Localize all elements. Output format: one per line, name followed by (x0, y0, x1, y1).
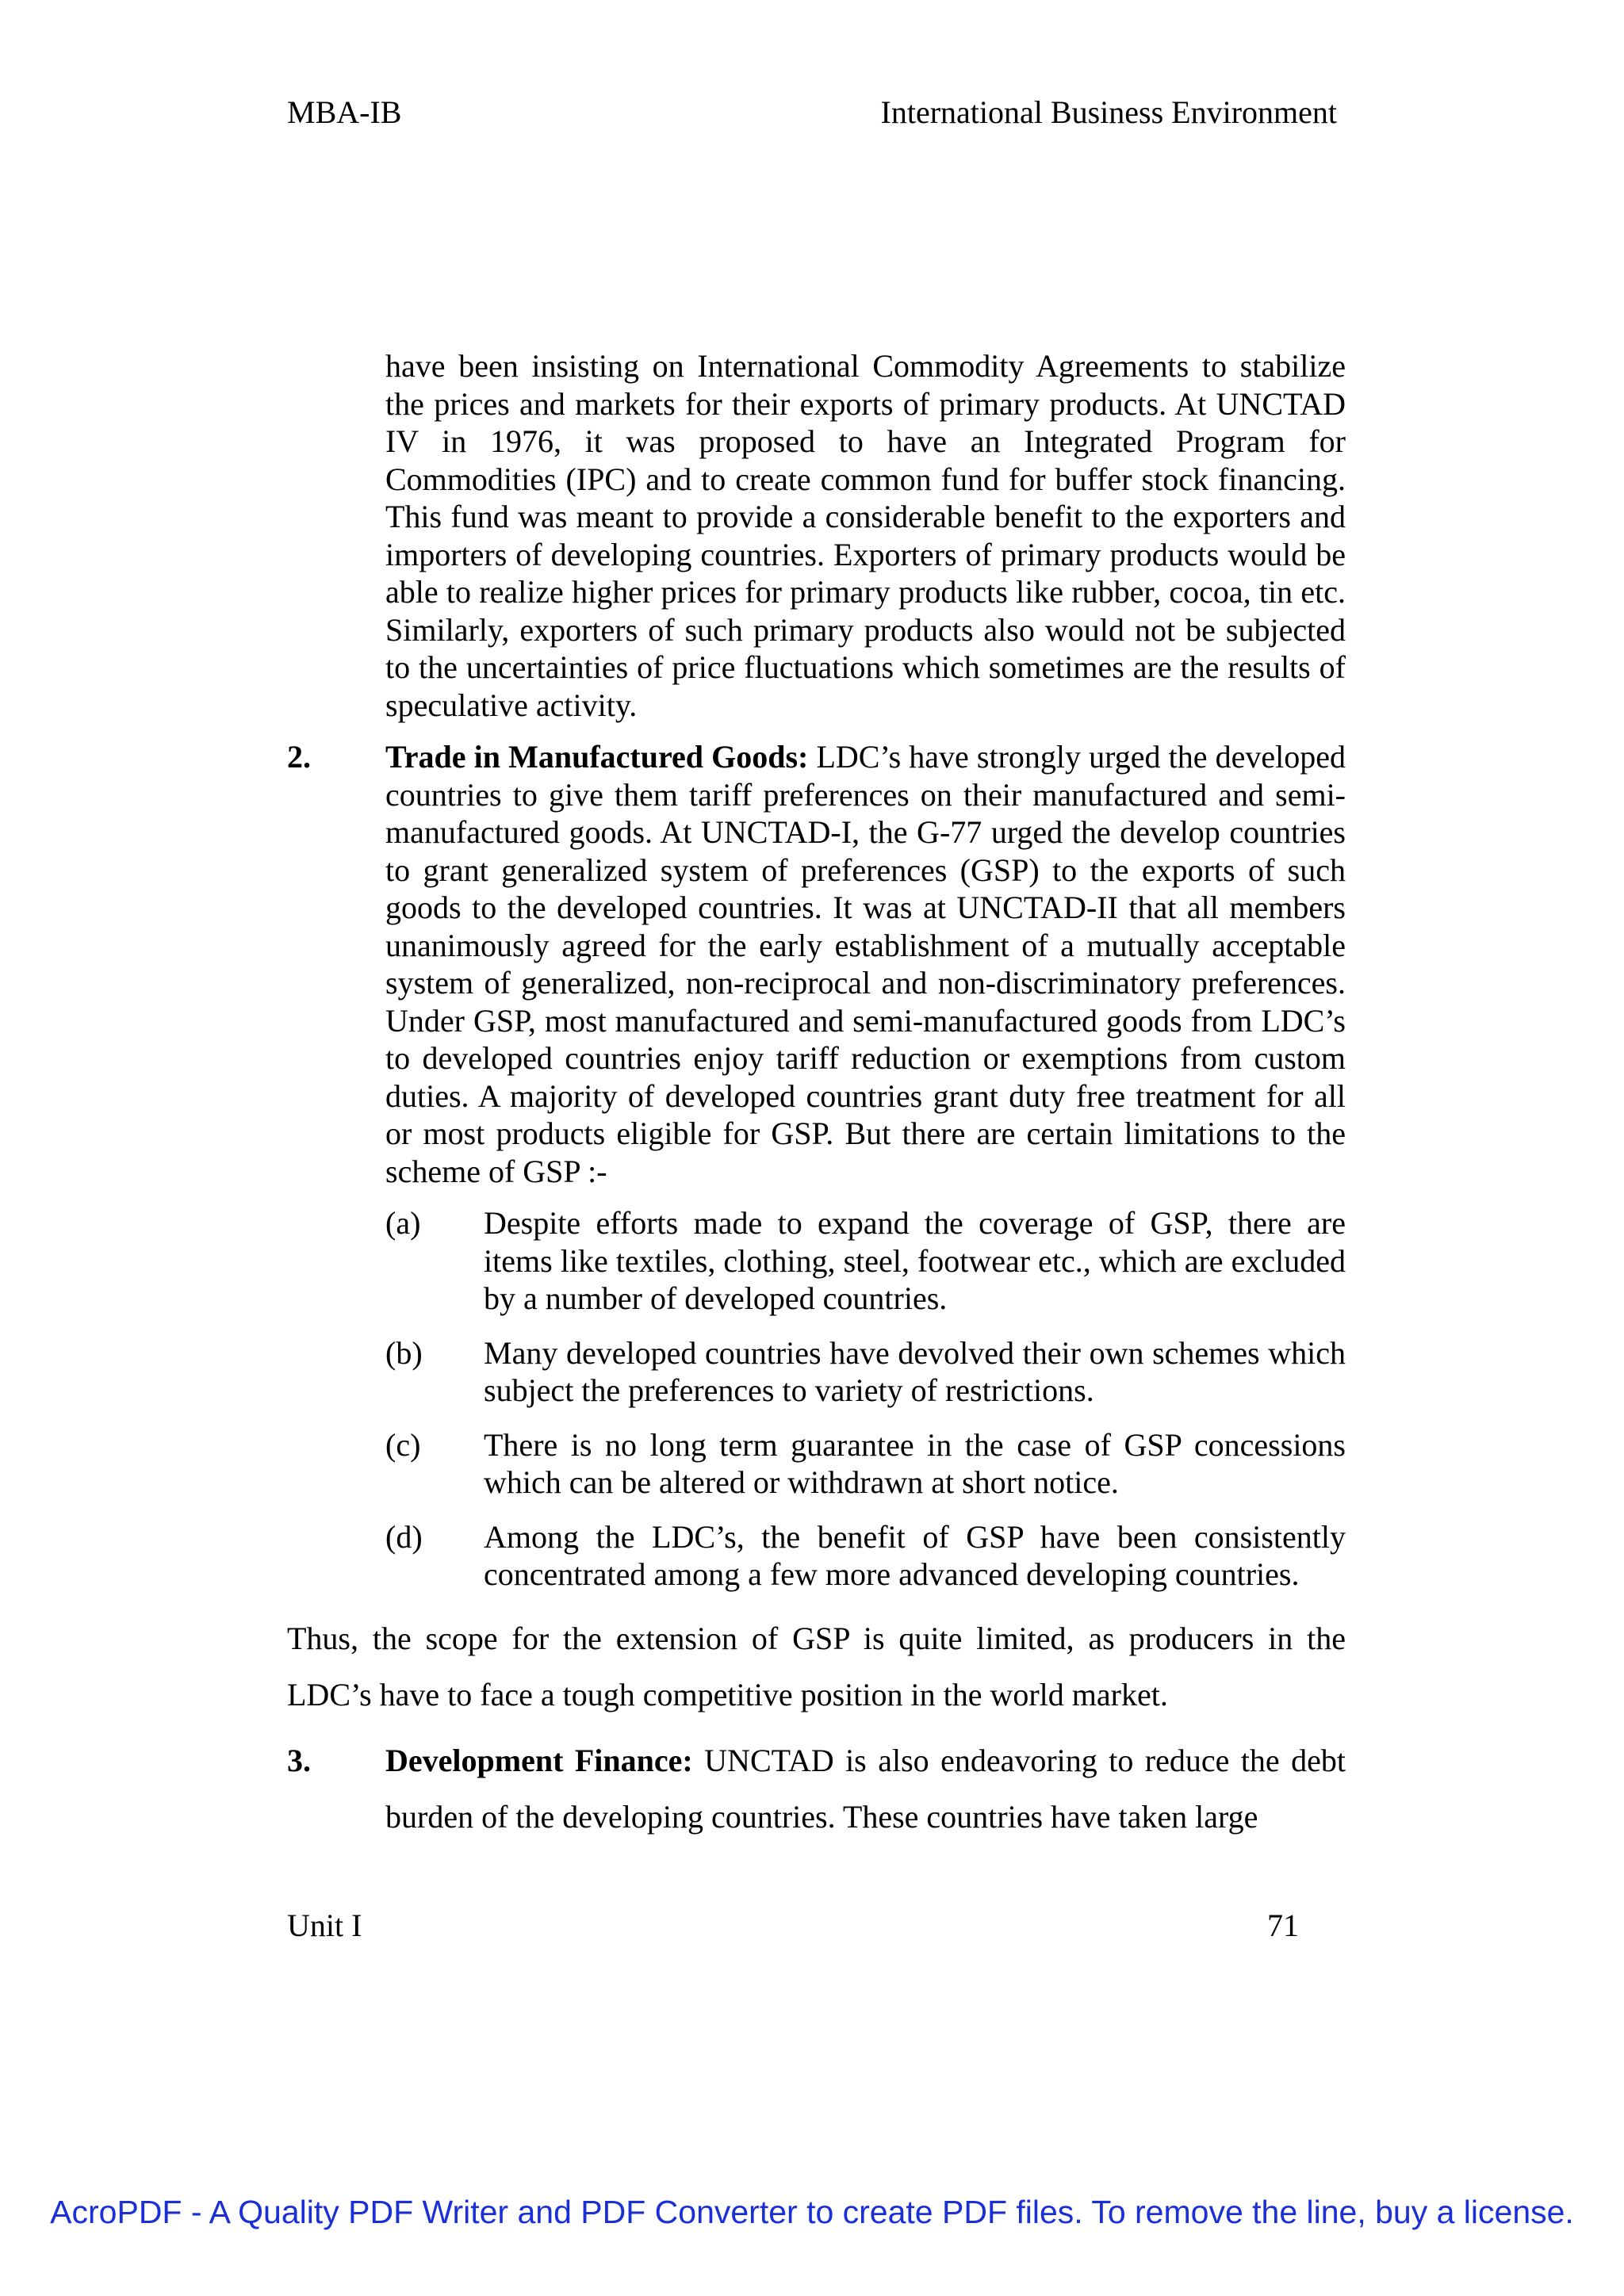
limitation-label: (d) (385, 1518, 423, 1555)
limitation-label: (a) (385, 1205, 421, 1241)
limitation-item (385, 1518, 1346, 1594)
item-number: 3. (287, 1742, 311, 1778)
intro-paragraph: have been insisting on International Commodity Agreements to stabilize the prices and markets for their exports of primary products. At UNCTAD IV in 1976, it was proposed to have an Integrated Program for Commodities (IPC) and to create common fund for buffer stock financing. This fund was meant to provide a considerable benefit to the exporters and importers of developing countries. Exporters of primary products would be able to realize higher prices for primary products like rubber, cocoa, tin etc. Similarly, exporters of such primary products also would not be subjected to the uncertainties of price fluctuations which sometimes are the results of speculative activity. (385, 348, 1346, 723)
limitation-text: Among the LDC’s, the benefit of GSP have been consistently concentrated among a few more advanced developing countries. (484, 1518, 1346, 1592)
header-course: MBA-IB (287, 94, 402, 130)
conclusion-paragraph: Thus, the scope for the extension of GSP is quite limited, as producers in the LDC’s have to face a tough competitive position in the world market. (287, 1620, 1346, 1712)
item-number: 2. (287, 739, 311, 775)
item-text: UNCTAD is also endeavoring to reduce the debt burden of the developing countries. These countries have taken large (385, 1742, 1346, 1835)
header-subject: International Business Environment (880, 94, 1337, 130)
item-body (385, 1732, 1346, 1845)
page-body (287, 347, 1346, 1845)
footer-unit: Unit I (287, 1908, 362, 1943)
list-item-2 (287, 738, 1346, 1190)
limitation-item (385, 1334, 1346, 1410)
limitation-item (385, 1426, 1346, 1502)
item-title: Trade in Manufactured Goods: (385, 739, 809, 775)
limitation-text: There is no long term guarantee in the case of GSP concessions which can be altered or withdrawn at short notice. (484, 1426, 1346, 1500)
limitations-list (385, 1204, 1346, 1594)
watermark-banner: AcroPDF - A Quality PDF Writer and PDF Converter to create PDF files. To remove the line, buy a license. (50, 2194, 1574, 2230)
item-text: LDC’s have strongly urged the developed countries to give them tariff preferences on their manufactured and semi-manufactured goods. At UNCTAD-I, the G-77 urged the develop countries to grant generalized system of preferences (GSP) to the exports of such goods to the developed countries. It was at UNCTAD-II that all members unanimously agreed for the early establishment of a mutually acceptable system of generalized, non-reciprocal and non-discriminatory preferences. Under GSP, most manufactured and semi-manufactured goods from LDC’s to developed countries enjoy tariff reduction or exemptions from custom duties. A majority of developed countries grant duty free treatment for all or most products eligible for GSP. But there are certain limitations to the scheme of GSP :- (385, 739, 1346, 1189)
limitation-label: (b) (385, 1334, 423, 1371)
item-body (385, 738, 1346, 1190)
limitation-item (385, 1204, 1346, 1318)
limitation-text: Many developed countries have devolved their own schemes which subject the preferences to variety of restrictions. (484, 1334, 1346, 1408)
list-item-3 (287, 1732, 1346, 1845)
limitation-text: Despite efforts made to expand the coverage of GSP, there are items like textiles, clothing, steel, footwear etc., which are excluded by a number of developed countries. (484, 1205, 1346, 1316)
page-number: 71 (1267, 1908, 1299, 1943)
item-title: Development Finance: (385, 1742, 693, 1778)
limitation-label: (c) (385, 1426, 421, 1463)
